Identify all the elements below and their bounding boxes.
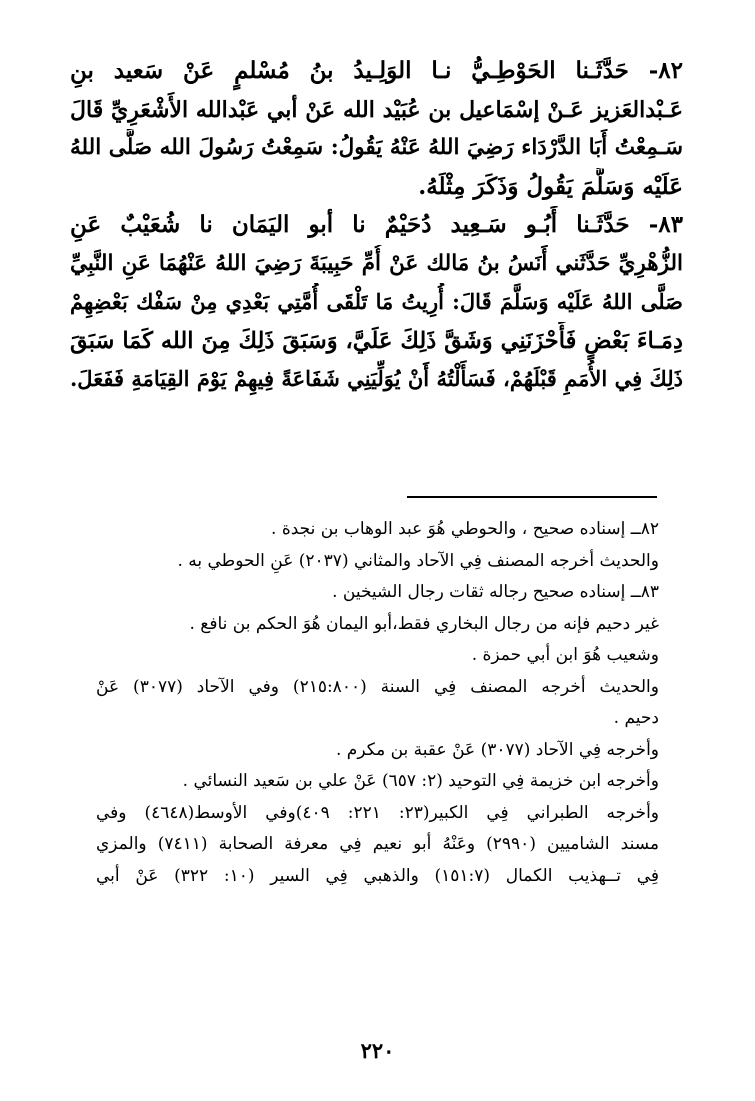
footnote-line: غير دحيم فإنه من رجال البخاري فقط،أبو اليمان هُوَ الحكم بن نافع . xyxy=(189,613,659,634)
footnote-line: وأخرجه فِي الآحاد (٣٠٧٧) عَنْ عقبة بن مكرم . xyxy=(336,739,659,760)
hadith-82-line-2: عَـبْدالعَزيز عَـنْ إسْمَاعيل بن عُبَيْد الله عَنْ أبي عَبْدالله الأَشْعَرِيِّ قَالَ xyxy=(70,96,683,123)
main-text xyxy=(70,52,683,399)
footnote-line: ٨٢ــ إسناده صحيح ، والحوطي هُوَ عبد الوهاب بن نجدة . xyxy=(271,519,659,539)
hadith-83-line-5: ذَلِكَ فِي الأُمَمِ قَبْلَهُمْ، فَسَأَلْتُهُ أَنْ يُوَلِّيَنِي شَفَاعَةً فِيهِمْ يَوْمَ القِيَامَةِ فَفَعَلَ. xyxy=(70,366,683,391)
footnote-line: وأخرجه الطبراني فِي الكبير(٢٣: ٢٢١: ٤٠٩)وفي الأوسط(٤٦٤٨) وفي xyxy=(96,802,659,823)
hadith-83-line-4: دِمَـاءَ بَعْضٍ فَأَحْزَنَنِي وَشَقَّ ذَلِكَ عَلَيَّ، وَسَبَقَ ذَلِكَ مِنَ الله كَمَا سَبَقَ xyxy=(70,327,683,354)
footnote-line: والحديث أخرجه المصنف فِي السنة (٢١٥:٨٠٠) وفي الآحاد (٣٠٧٧) عَنْ xyxy=(96,676,659,697)
hadith-82-line-1: ٨٢- حَدَّثَـنا الحَوْطِـيُّ نـا الوَلِـيدُ بنُ مُسْلمٍ عَنْ سَعيد بنِ xyxy=(70,57,683,84)
hadith-83-line-1: ٨٣- حَدَّثَـنا أَبُـو سَـعِيد دُحَيْمٌ نا أبو اليَمَان نا شُعَيْبٌ عَنِ xyxy=(70,211,683,238)
footnote-line: وشعيب هُوَ ابن أبي حمزة . xyxy=(471,645,659,665)
hadith-82-line-4: عَلَيْه وَسَلَّمَ يَقُولُ وَذَكَرَ مِثْلَهُ. xyxy=(418,172,683,200)
hadith-83-line-3: صَلَّى اللهُ عَلَيْه وَسَلَّمَ قَالَ: أُرِيتُ مَا تَلْقَى أُمَّتِي بَعْدِي مِنْ سَفْك بَعْضِهِمْ xyxy=(70,289,683,314)
footnote-line: فِي تــهذيب الكمال (١٥١:٧) والذهبي فِي السير (١٠: ٣٢٢) عَنْ أبي xyxy=(96,865,659,886)
footnotes xyxy=(96,514,659,892)
footnote-line: والحديث أخرجه المصنف فِي الآحاد والمثاني (٢٠٣٧) عَنِ الحوطي به . xyxy=(177,550,659,571)
footnote-divider xyxy=(407,496,657,498)
hadith-82-line-3: سَـمِعْتُ أَبَا الدَّرْدَاء رَضِيَ اللهُ عَنْهُ يَقُولُ: سَمِعْتُ رَسُولَ الله صَلَّى اللهُ xyxy=(70,135,683,160)
footnote-line: وأخرجه ابن خزيمة فِي التوحيد (٢: ٦٥٧) عَنْ علي بن سَعيد النسائي . xyxy=(182,771,659,791)
footnote-line: مسند الشاميين (٢٩٩٠) وعَنْهُ أبو نعيم فِي معرفة الصحابة (٧٤١١) والمزي xyxy=(96,834,659,854)
hadith-83-line-2: الزُّهْرِيِّ حَدَّثَني أَنَسُ بنُ مَالك عَنْ أُمِّ حَبِيبَةَ رَضِيَ اللهُ عَنْهُمَا عَنِ النَّبِيِّ xyxy=(70,250,683,276)
footnote-line: دحيم . xyxy=(613,708,659,728)
footnote-line: ٨٣ــ إسناده صحيح رجاله ثقات رجال الشيخين . xyxy=(332,582,659,602)
page-number: ٢٢٠ xyxy=(360,1038,395,1063)
